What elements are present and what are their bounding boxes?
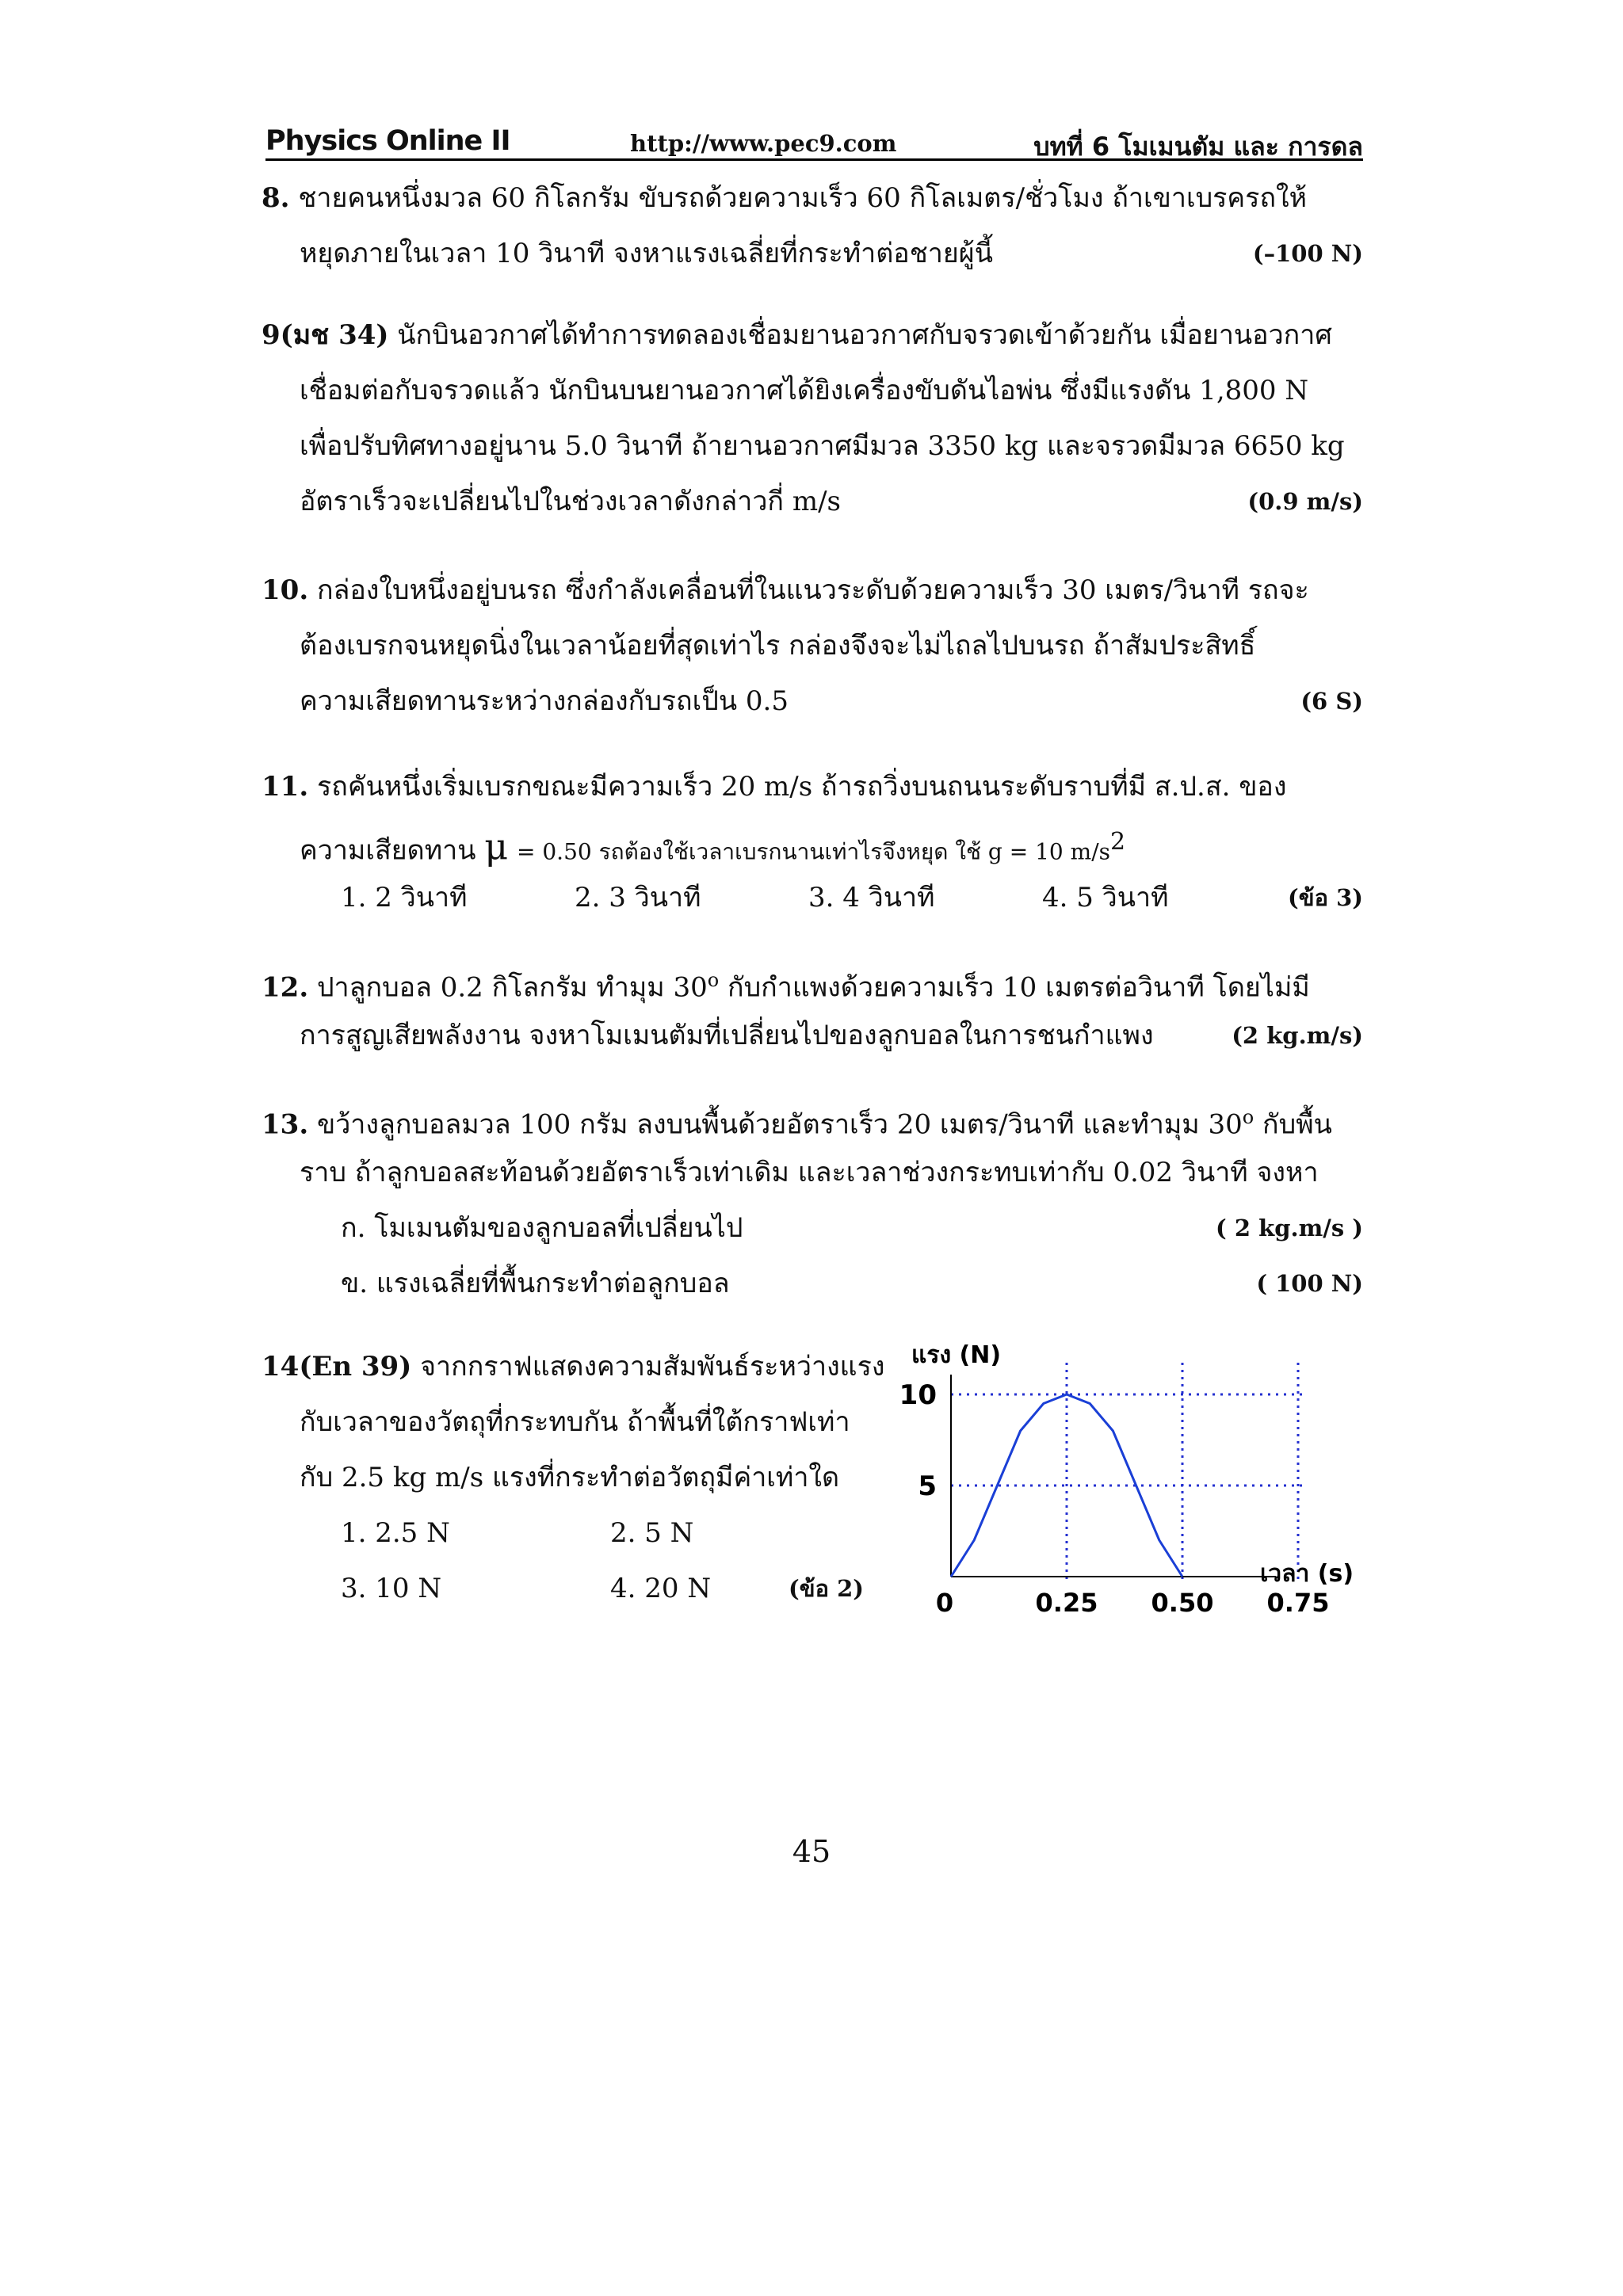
answer: (6 S) — [1300, 688, 1363, 715]
question-text: กล่องใบหนึ่งอยู่บนรถ ซึ่งกำลังเคลื่อนที่ในแนวระดับด้วยความเร็ว 30 เมตร/วินาที รถจะ — [316, 574, 1309, 606]
question-text: กับกำแพงด้วยความเร็ว 10 เมตรต่อวินาที โดยไม่มี — [719, 971, 1310, 1004]
question-13 — [262, 1089, 1363, 1311]
question-8 — [262, 170, 1363, 281]
question-text: กับเวลาของวัตถุที่กระทบกัน ถ้าพื้นที่ใต้กราฟเท่า — [300, 1406, 850, 1438]
option-1: 1. 2.5 N — [341, 1517, 450, 1549]
answer: (ข้อ 3) — [1288, 884, 1363, 911]
x-tick-label: 0 — [935, 1588, 954, 1618]
question-number: 14(En 39) — [262, 1351, 412, 1383]
question-text: ชายคนหนึ่งมวล 60 กิโลกรัม ขับรถด้วยความเร็ว 60 กิโลเมตร/ชั่วโมง ถ้าเขาเบรครถให้ — [298, 182, 1308, 214]
option-2: 2. 3 วินาที — [575, 882, 701, 913]
y-tick-label: 5 — [918, 1470, 937, 1502]
question-text: นักบินอวกาศได้ทำการทดลองเชื่อมยานอวกาศกับจรวดเข้าด้วยกัน เมื่อยานอวกาศ — [397, 319, 1332, 351]
question-text: จากกราฟแสดงความสัมพันธ์ระหว่างแรง — [420, 1351, 885, 1383]
question-text: กับพื้น — [1254, 1108, 1332, 1141]
x-tick-label: 0.75 — [1266, 1588, 1330, 1618]
superscript: 2 — [1110, 828, 1126, 856]
answer: (–100 N) — [1252, 240, 1363, 267]
question-11 — [262, 759, 1363, 925]
question-text: ความเสียดทานระหว่างกล่องกับรถเป็น 0.5 — [300, 685, 789, 717]
option-4: 4. 20 N — [610, 1573, 712, 1604]
x-tick-label: 0.50 — [1151, 1588, 1214, 1618]
answer: (2 kg.m/s) — [1232, 1022, 1363, 1049]
force-time-chart — [899, 1341, 1379, 1640]
question-text: หยุดภายในเวลา 10 วินาที จงหาแรงเฉลี่ยที่กระทำต่อชายผู้นี้ — [300, 238, 993, 269]
option-3: 3. 4 วินาที — [808, 882, 935, 913]
answer: ( 100 N) — [1256, 1270, 1363, 1297]
answer: ( 2 kg.m/s ) — [1216, 1215, 1363, 1241]
option-4: 4. 5 วินาที — [1042, 882, 1169, 913]
mu-symbol: μ — [484, 825, 509, 868]
question-text: ปาลูกบอล 0.2 กิโลกรัม ทำมุม 30 — [316, 971, 708, 1004]
header-title: Physics Online II — [265, 125, 510, 157]
option-1: 1. 2 วินาที — [341, 882, 468, 913]
question-text: ราบ ถ้าลูกบอลสะท้อนด้วยอัตราเร็วเท่าเดิม และเวลาช่วงกระทบเท่ากับ 0.02 วินาที จงหา — [300, 1157, 1319, 1188]
question-text: เชื่อมต่อกับจรวดแล้ว นักบินบนยานอวกาศได้ยิงเครื่องขับดันไอพ่น ซึ่งมีแรงดัน 1,800 N — [300, 375, 1309, 406]
degree-mark: o — [1242, 1106, 1254, 1128]
sub-question-b: ข. แรงเฉลี่ยที่พื้นกระทำต่อลูกบอล — [341, 1268, 730, 1299]
question-9 — [262, 307, 1363, 529]
page-number: 45 — [792, 1834, 831, 1869]
degree-mark: o — [707, 969, 720, 991]
x-axis-label: เวลา (s) — [1260, 1560, 1354, 1588]
sub-question-a: ก. โมเมนตัมของลูกบอลที่เปลี่ยนไป — [341, 1212, 743, 1244]
x-tick-label: 0.25 — [1035, 1588, 1098, 1618]
question-text: ต้องเบรกจนหยุดนิ่งในเวลาน้อยที่สุดเท่าไร กล่องจึงจะไม่ไถลไปบนรถ ถ้าสัมประสิทธิ์ — [300, 630, 1256, 662]
answer: (0.9 m/s) — [1247, 488, 1363, 515]
question-12 — [262, 952, 1363, 1063]
answer: (ข้อ 2) — [789, 1575, 864, 1602]
header-chapter: บทที่ 6 โมเมนตัม และ การดล — [1033, 132, 1363, 162]
question-text: ความเสียดทาน — [300, 834, 476, 867]
question-10 — [262, 563, 1363, 729]
option-3: 3. 10 N — [341, 1573, 442, 1604]
question-text: อัตราเร็วจะเปลี่ยนไปในช่วงเวลาดังกล่าวกี่ m/s — [300, 486, 841, 517]
question-text: รถคันหนึ่งเริ่มเบรกขณะมีความเร็ว 20 m/s ถ้ารถวิ่งบนถนนระดับราบที่มี ส.ป.ส. ของ — [316, 771, 1287, 803]
page-header — [265, 119, 1363, 161]
question-number: 13. — [262, 1108, 309, 1141]
question-number: 9(มช 34) — [262, 319, 389, 351]
option-2: 2. 5 N — [610, 1517, 694, 1549]
y-axis-label: แรง (N) — [911, 1341, 1002, 1369]
question-text: เพื่อปรับทิศทางอยู่นาน 5.0 วินาที ถ้ายานอวกาศมีมวล 3350 kg และจรวดมีมวล 6650 kg — [300, 430, 1345, 462]
question-number: 11. — [262, 771, 309, 803]
question-text: กับ 2.5 kg m/s แรงที่กระทำต่อวัตถุมีค่าเท่าใด — [300, 1462, 840, 1493]
question-number: 8. — [262, 182, 290, 214]
header-url[interactable]: http://www.pec9.com — [630, 130, 897, 157]
question-number: 12. — [262, 971, 309, 1004]
y-tick-label: 10 — [899, 1379, 937, 1411]
question-text: ขว้างลูกบอลมวล 100 กรัม ลงบนพื้นด้วยอัตราเร็ว 20 เมตร/วินาที และทำมุม 30 — [316, 1108, 1243, 1141]
question-text: การสูญเสียพลังงาน จงหาโมเมนตัมที่เปลี่ยนไปของลูกบอลในการชนกำแพง — [300, 1020, 1154, 1051]
question-number: 10. — [262, 574, 309, 606]
question-text: = 0.50 รถต้องใช้เวลาเบรกนานเท่าไรจึงหยุด ใช้ g = 10 m/s — [517, 838, 1110, 865]
question-14 — [262, 1339, 885, 1616]
